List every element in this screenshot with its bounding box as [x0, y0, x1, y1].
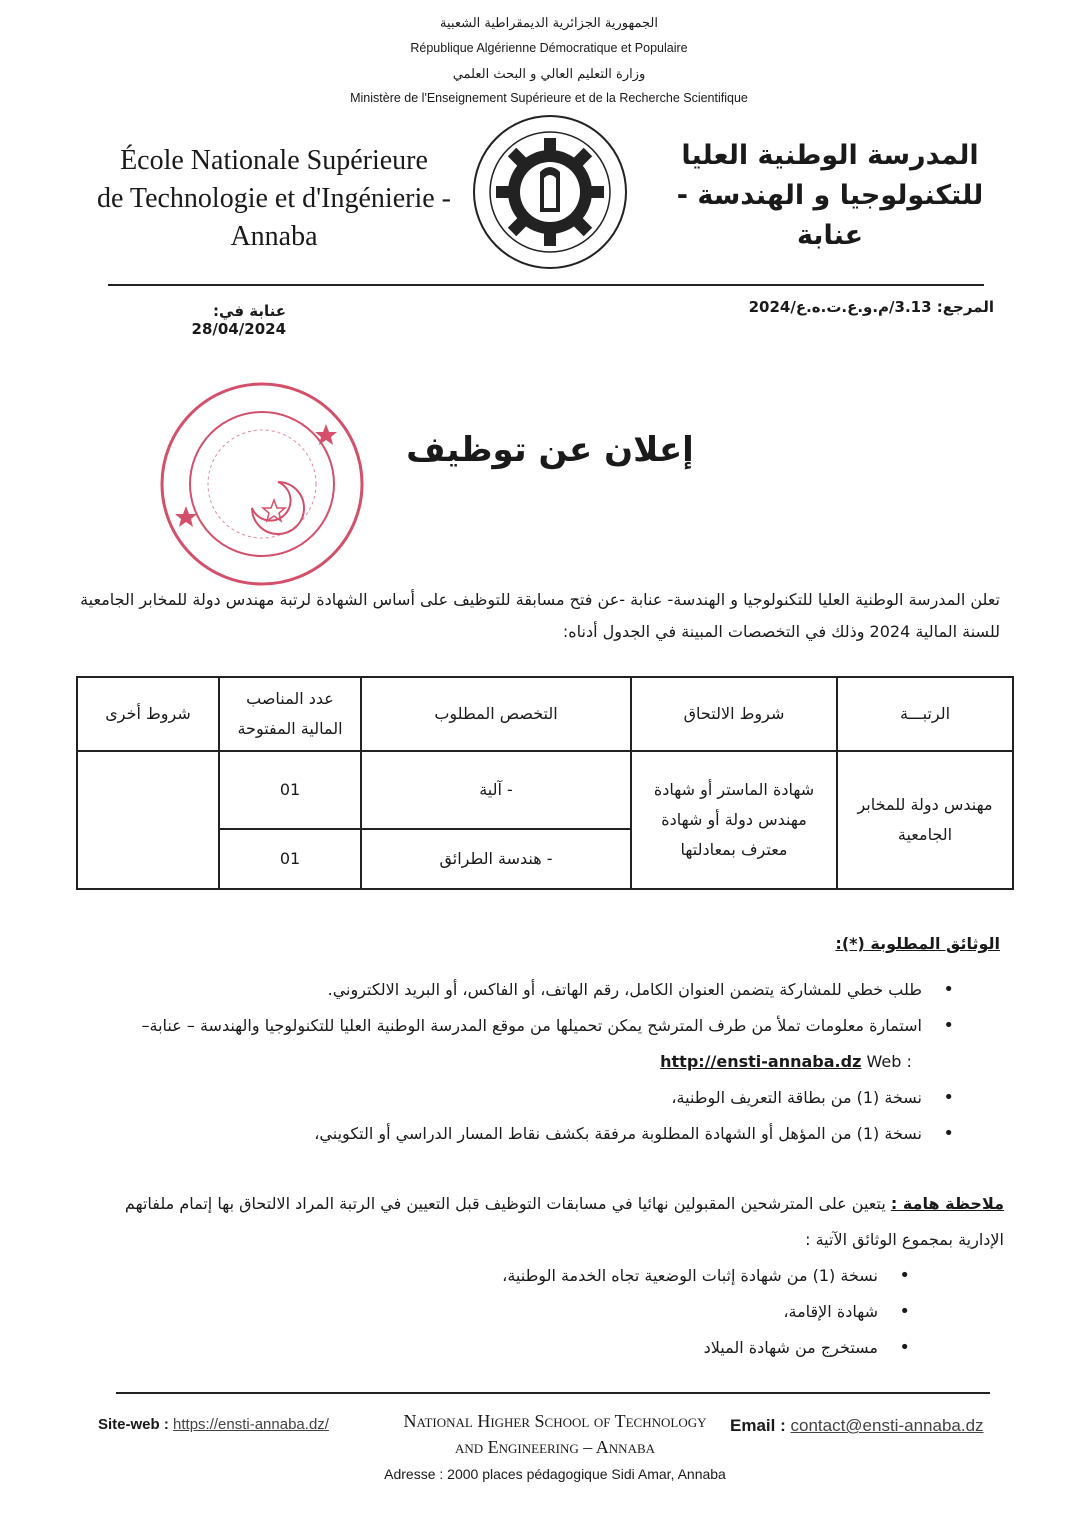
- school-name-ar-line1: المدرسة الوطنية العليا: [681, 140, 979, 171]
- page-title: إعلان عن توظيف: [406, 430, 694, 470]
- list-item: • شهادة الإقامة،: [400, 1294, 916, 1330]
- republic-ar: الجمهورية الجزائرية الديمقراطية الشعبية: [440, 16, 658, 31]
- cell-specialty: - هندسة الطرائق: [361, 829, 631, 889]
- footer-school-line1: National Higher School of Technology: [403, 1411, 707, 1431]
- list-item: [140, 1008, 960, 1080]
- school-name-ar-line2: للتكنولوجيا و الهندسة - عنابة: [676, 180, 984, 251]
- footer-address: [300, 1466, 810, 1482]
- footer-email: [730, 1416, 1020, 1436]
- school-name-ar: [640, 136, 1020, 256]
- list-item: • نسخة (1) من شهادة إثبات الوضعية تجاه الخدمة الوطنية،: [400, 1258, 916, 1294]
- footer-site: [98, 1416, 378, 1433]
- footer-school-line2: and Engineering – Annaba: [454, 1437, 656, 1457]
- important-note: [100, 1186, 1004, 1258]
- document-date: عنابة في: 28/04/2024: [191, 302, 286, 338]
- ministry-fr: Ministère de l'Enseignement Supérieure et de la Recherche Scientifique: [350, 91, 748, 105]
- site-link[interactable]: https://ensti-annaba.dz/: [173, 1416, 329, 1433]
- cell-conditions: شهادة الماستر أو شهادة مهندس دولة أو شهادة معترف بمعادلتها: [631, 751, 837, 889]
- header-specialty: التخصص المطلوب: [361, 677, 631, 751]
- positions-table: [76, 676, 1014, 890]
- cell-specialty: - آلية: [361, 751, 631, 829]
- header-other: شروط أخرى: [77, 677, 219, 751]
- cell-positions: 01: [219, 751, 361, 829]
- gear-logo-icon: [470, 112, 630, 272]
- republic-fr: République Algérienne Démocratique et Populaire: [410, 41, 688, 55]
- header-conditions: شروط الالتحاق: [631, 677, 837, 751]
- footer-school-name: [400, 1408, 710, 1460]
- school-name-fr-line2: de Technologie et d'Ingénierie - Annaba: [97, 183, 451, 252]
- list-item: • مستخرج من شهادة الميلاد: [400, 1330, 916, 1366]
- header-rank: الرتبـــة: [837, 677, 1013, 751]
- documents-list: [140, 972, 960, 1152]
- cell-positions: 01: [219, 829, 361, 889]
- school-name-fr: [80, 142, 468, 256]
- note-list: [400, 1258, 916, 1366]
- list-item: • طلب خطي للمشاركة يتضمن العنوان الكامل، رقم الهاتف، أو الفاكس، أو البريد الالكتروني.: [140, 972, 960, 1008]
- table-header-row: [77, 677, 1013, 751]
- school-logo: [470, 112, 630, 272]
- note-label: ملاحظة هامة :: [890, 1194, 1004, 1213]
- intro-paragraph: تعلن المدرسة الوطنية العليا للتكنولوجيا و الهندسة- عنابة -عن فتح مسابقة للتوظيف على أساس الشهادة لرتبة مهندس دولة للمخابر الجامعية للسنة المالية 2024 وذلك في التخصصات المبينة في الجدول أدناه:: [80, 590, 1000, 641]
- table-row: [77, 751, 1013, 829]
- address-text: 2000 places pédagogique Sidi Amar, Annaba: [447, 1466, 726, 1482]
- web-link[interactable]: http://ensti-annaba.dz: [660, 1052, 862, 1071]
- address-label: Adresse :: [384, 1466, 444, 1482]
- cell-other: [77, 751, 219, 889]
- email-label: Email :: [730, 1416, 786, 1435]
- cell-rank: مهندس دولة للمخابر الجامعية: [837, 751, 1013, 889]
- stamp-icon: [156, 378, 368, 590]
- school-name-fr-line1: École Nationale Supérieure: [120, 145, 428, 176]
- site-label: Site-web :: [98, 1416, 169, 1433]
- list-item: • نسخة (1) من بطاقة التعريف الوطنية،: [140, 1080, 960, 1116]
- header-divider: [108, 284, 984, 286]
- note-text: يتعين على المترشحين المقبولين نهائيا في مسابقات التوظيف قبل التعيين في الرتبة المراد الالتحاق بها إتمام ملفاتهم الإدارية بمجموع الوثائق الآتية :: [124, 1194, 1004, 1249]
- official-stamp: [156, 378, 368, 590]
- header-positions: عدد المناصب المالية المفتوحة: [219, 677, 361, 751]
- list-item-text: استمارة معلومات تملأ من طرف المترشح يمكن تحميلها من موقع المدرسة الوطنية العليا للتكنولوجيا والهندسة – عنابة–: [141, 1016, 922, 1035]
- web-link-line: [660, 1052, 922, 1071]
- list-item: • نسخة (1) من المؤهل أو الشهادة المطلوبة مرفقة بكشف نقاط المسار الدراسي أو التكويني،: [140, 1116, 960, 1152]
- email-link[interactable]: contact@ensti-annaba.dz: [790, 1416, 984, 1435]
- ministry-ar: وزارة التعليم العالي و البحث العلمي: [452, 67, 646, 82]
- documents-heading: الوثائق المطلوبة (*):: [835, 934, 1000, 953]
- footer-divider: [116, 1392, 990, 1394]
- reference-number: المرجع: 3.13/م.و.ع.ت.ه.ع/2024: [748, 298, 994, 316]
- web-label: Web :: [866, 1052, 912, 1071]
